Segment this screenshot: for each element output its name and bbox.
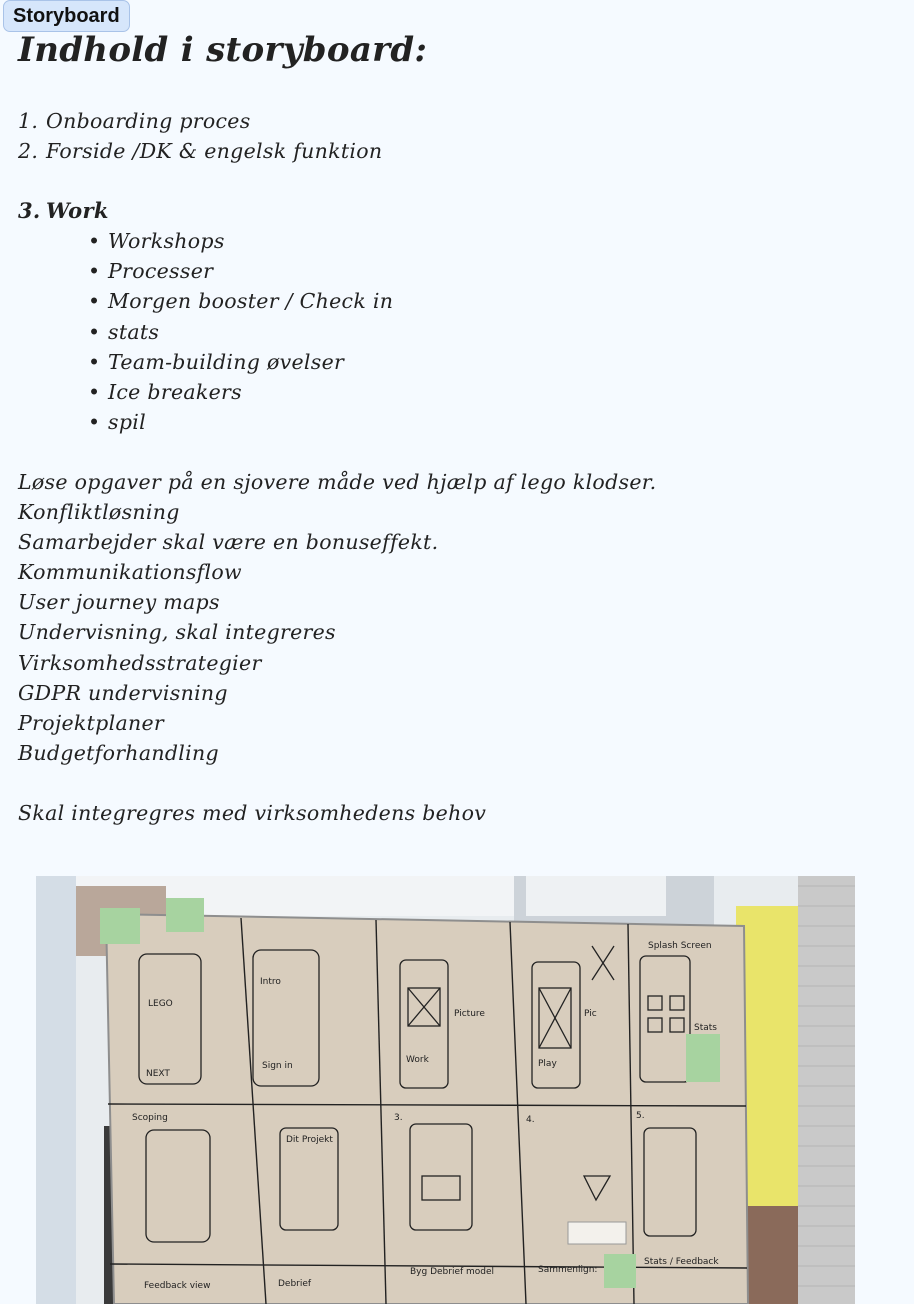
sketch-label: Intro (260, 977, 281, 987)
sketch-label: Dit Projekt (286, 1135, 333, 1145)
item-text: Onboarding proces (46, 109, 251, 133)
bullet-text: Processer (108, 259, 214, 284)
whiteboard-illustration (36, 876, 855, 1304)
item-text: Forside /DK & engelsk funktion (46, 139, 383, 164)
paragraph-line: Løse opgaver på en sjovere måde ved hjælp af lego klodser. (18, 469, 657, 494)
sketch-label: Byg Debrief model (410, 1267, 495, 1277)
sketch-label: NEXT (146, 1069, 170, 1079)
bullet-item (18, 407, 898, 437)
bullet-text: stats (108, 319, 160, 344)
page-title: Indhold i storyboard: (18, 30, 428, 70)
sketch-label: Sammenlign: (538, 1265, 598, 1275)
bullet-icon: • (88, 289, 101, 314)
eraser (568, 1222, 626, 1244)
paragraph-line: Samarbejder skal være en bonuseffekt. (18, 530, 439, 555)
item-number: 2. (18, 139, 39, 164)
sketch-label: Debrief (278, 1279, 312, 1289)
sketch-label: LEGO (148, 999, 173, 1009)
paragraph-line: GDPR undervisning (18, 680, 228, 705)
sticky-note (686, 1034, 720, 1082)
siding-lines (798, 886, 855, 1286)
paragraph-line: Projektplaner (18, 710, 165, 735)
sketch-label: Splash Screen (648, 941, 712, 951)
paragraph-line: Kommunikationsflow (18, 560, 242, 585)
paragraph-line: Budgetforhandling (18, 740, 219, 765)
item-text: Work (46, 198, 109, 224)
section-heading (18, 196, 898, 226)
paragraph-line: Konfliktløsning (18, 500, 180, 525)
paragraph-line: User journey maps (18, 590, 220, 615)
item-number: 1. (18, 109, 39, 133)
closing-line: Skal integregres med virksomhedens behov (18, 800, 487, 825)
storyboard-tab[interactable]: Storyboard (3, 0, 130, 32)
metal-siding (798, 876, 855, 1304)
sketch-label: Sign in (262, 1061, 293, 1071)
bullet-icon: • (88, 379, 101, 404)
sketch-label: Stats (694, 1023, 717, 1033)
paragraph-line: Undervisning, skal integreres (18, 620, 336, 645)
bullet-text: Ice breakers (108, 379, 242, 404)
bullet-text: spil (108, 409, 146, 434)
numbered-item (18, 106, 898, 136)
bullet-icon: • (88, 229, 101, 254)
bullet-icon: • (88, 259, 101, 284)
sketch-label: Feedback view (144, 1281, 211, 1291)
window-pane (526, 876, 666, 916)
whiteboard (106, 914, 748, 1304)
bullet-text: Morgen booster / Check in (108, 289, 394, 314)
sketch-label: 5. (636, 1111, 645, 1121)
bullet-text: Workshops (108, 229, 225, 254)
bullet-item (18, 377, 898, 407)
bullet-item (18, 256, 898, 286)
sketch-label: Pic (584, 1009, 597, 1019)
sticky-note (166, 898, 204, 932)
sketch-label: Picture (454, 1009, 485, 1019)
sketch-label: Work (406, 1055, 429, 1065)
sketch-label: Scoping (132, 1113, 168, 1123)
sticky-note (100, 908, 140, 944)
bullet-item (18, 347, 898, 377)
bullet-item (18, 286, 898, 316)
bullet-item (18, 317, 898, 347)
sketch-label: Play (538, 1059, 557, 1069)
bullet-icon: • (88, 319, 101, 344)
bullet-item (18, 226, 898, 256)
sketch-label: 4. (526, 1115, 535, 1125)
paragraph-line: Virksomhedsstrategier (18, 650, 262, 675)
bullet-icon: • (88, 409, 101, 434)
bullet-icon: • (88, 349, 101, 374)
curtain (36, 876, 76, 1304)
numbered-item (18, 136, 898, 166)
sketch-label: 3. (394, 1113, 403, 1123)
item-number: 3. (18, 198, 41, 224)
whiteboard-photo (36, 876, 855, 1304)
sketch-label: Stats / Feedback (644, 1257, 719, 1267)
document-body (18, 24, 898, 828)
bullet-text: Team-building øvelser (108, 349, 345, 374)
sticky-note (604, 1254, 636, 1288)
